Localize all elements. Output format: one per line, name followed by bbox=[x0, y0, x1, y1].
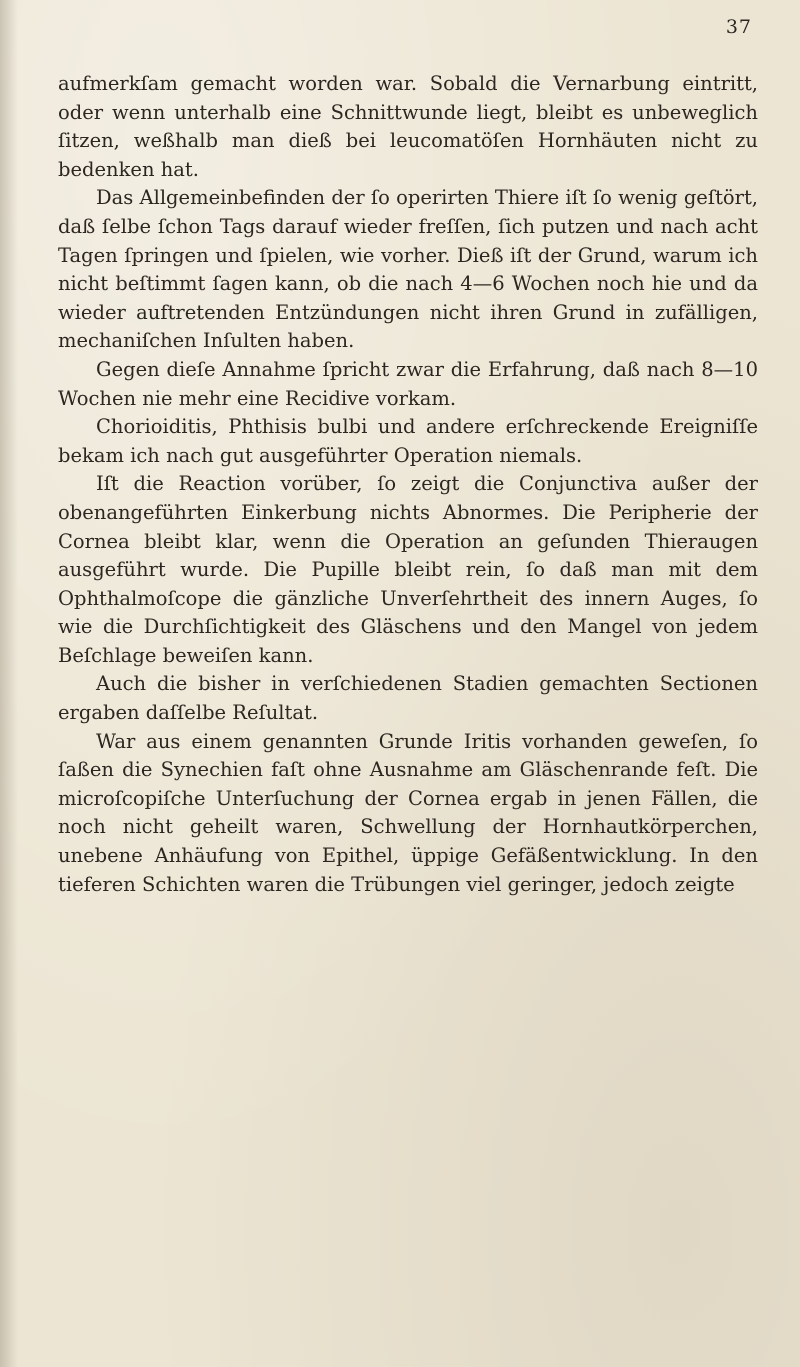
paragraph-3: Gegen dieſe Annahme ſpricht zwar die Erfahrung, daß nach 8—10 Wochen nie mehr eine Recidive vorkam. bbox=[58, 357, 758, 410]
top-margin bbox=[58, 4, 758, 70]
page-gutter-shadow bbox=[0, 0, 18, 1367]
paragraph-5: Iſt die Reaction vorüber, ſo zeigt die Conjunctiva außer der obenangeführten Einkerbung nichts Abnormes. Die Peripherie der Cornea bleibt klar, wenn die Operation an geſunden Thieraugen ausgeführt wurde. Die Pupille bleibt rein, ſo daß man mit dem Ophthalmoſcope die gänzliche Unverſehrtheit des innern Auges, ſo wie die Durchſichtigkeit des Gläschens und den Mangel von jedem Beſchlage beweiſen kann. bbox=[58, 472, 758, 667]
paragraph-6: Auch die bisher in verſchiedenen Stadien gemachten Sectionen ergaben daſſelbe Reſultat. bbox=[58, 672, 758, 725]
paragraph-4: Chorioiditis, Phthisis bulbi und andere erſchreckende Ereigniſſe bekam ich nach gut ausgeführter Operation niemals. bbox=[58, 415, 758, 467]
paragraph-2: Das Allgemeinbefinden der ſo operirten Thiere iſt ſo wenig geſtört, daß ſelbe ſchon Tags darauf wieder freſſen, ſich putzen und nach acht Tagen ſpringen und ſpielen, wie vorher. Dieß iſt der Grund, warum ich nicht beſtimmt ſagen kann, ob die nach 4—6 Wochen noch hie und da wieder auftretenden Entzündungen nicht ihren Grund in zufälligen, mechaniſchen Inſulten haben. bbox=[58, 186, 758, 353]
paragraph-7: War aus einem genannten Grunde Iritis vorhanden geweſen, ſo ſaßen die Synechien faſt ohne Ausnahme am Gläschenrande feſt. Die microſcopiſche Unterſuchung der Cornea ergab in jenen Fällen, die noch nicht geheilt waren, Schwellung der Hornhautkörperchen, unebene Anhäufung von Epithel, üppige Gefäßentwicklung. In den tieferen Schichten waren die Trübungen viel geringer, jedoch zeigte bbox=[58, 729, 758, 896]
paragraph-1: aufmerkſam gemacht worden war. Sobald die Vernarbung eintritt, oder wenn unterhalb eine Schnittwunde liegt, bleibt es unbeweglich ſitzen, weßhalb man dieß bei leucomatöſen Hornhäuten nicht zu bedenken hat. bbox=[58, 72, 758, 181]
body-text bbox=[58, 4, 758, 899]
page-number: 37 bbox=[725, 16, 752, 38]
